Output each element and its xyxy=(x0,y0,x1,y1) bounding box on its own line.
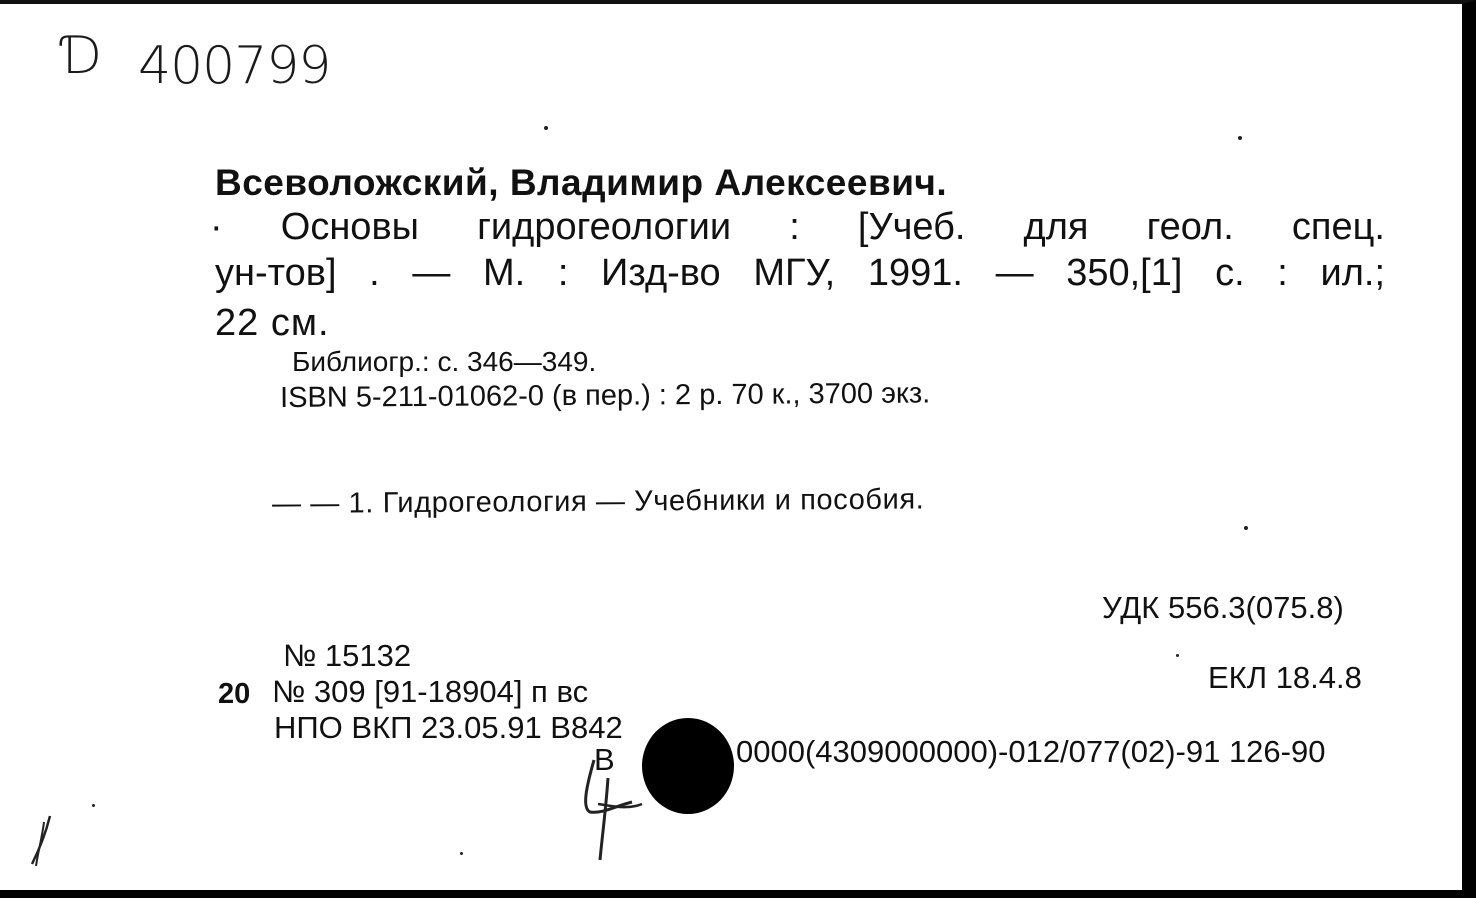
speck xyxy=(460,852,463,855)
code-line: 0000(4309000000)-012/077(02)-91 126-90 xyxy=(736,734,1326,769)
order-number: № 15132 xyxy=(283,638,412,673)
description-line-2 xyxy=(215,254,1385,292)
udk-code: УДК 556.3(075.8) xyxy=(1102,590,1344,625)
ekl-code: ЕКЛ 18.4.8 xyxy=(1208,660,1362,695)
handwritten-mark xyxy=(22,812,62,872)
desc-word: спец. xyxy=(1291,206,1385,248)
desc-word: для xyxy=(1023,206,1089,248)
bibliography-note: Библиогр.: с. 346—349. xyxy=(292,346,597,377)
call-number: 400799 xyxy=(138,36,331,96)
desc-word: [Учеб. xyxy=(857,206,966,248)
desc-word: МГУ, xyxy=(753,252,836,294)
author-heading: Всеволожский, Владимир Алексеевич. xyxy=(215,162,948,203)
description-line-3: 22 см. xyxy=(215,302,330,344)
publisher-line: НПО ВКП 23.05.91 В842 xyxy=(274,710,623,745)
desc-word: : xyxy=(789,206,800,248)
desc-word: . xyxy=(369,252,380,294)
desc-word: Основы xyxy=(280,206,419,248)
desc-word: · xyxy=(210,206,223,248)
speck xyxy=(1176,654,1179,657)
desc-word: : xyxy=(1277,252,1288,294)
desc-word: Изд-во xyxy=(601,252,721,294)
description-line-1 xyxy=(210,208,1385,246)
call-number-prefix: Ɗ xyxy=(62,26,105,86)
batch-number: № 309 [91-18904] п вс xyxy=(272,674,589,709)
speck xyxy=(544,126,548,130)
subject-heading: — — 1. Гидрогеология — Учебники и пособия. xyxy=(271,483,925,520)
desc-word: ил.; xyxy=(1320,252,1385,294)
desc-word: — xyxy=(412,252,451,294)
speck xyxy=(1244,526,1248,530)
desc-word: гидрогеологии xyxy=(477,206,732,248)
desc-word: ун-тов] xyxy=(215,252,337,294)
desc-word: геол. xyxy=(1146,206,1234,248)
desc-word: 1991. xyxy=(867,252,963,294)
desc-word: — xyxy=(995,252,1034,294)
desc-word: М. xyxy=(482,252,526,294)
desc-word: 350,[1] xyxy=(1066,252,1183,294)
signature-scribble xyxy=(572,748,662,868)
isbn-line: ISBN 5-211-01062-0 (в пер.) : 2 р. 70 к., 3700 экз. xyxy=(279,377,931,414)
speck xyxy=(92,804,95,807)
speck xyxy=(1238,136,1242,140)
desc-word: : xyxy=(557,252,569,294)
desc-word: с. xyxy=(1215,252,1245,294)
copies-prefix: 20 xyxy=(218,678,251,710)
code-start: В xyxy=(594,742,615,777)
